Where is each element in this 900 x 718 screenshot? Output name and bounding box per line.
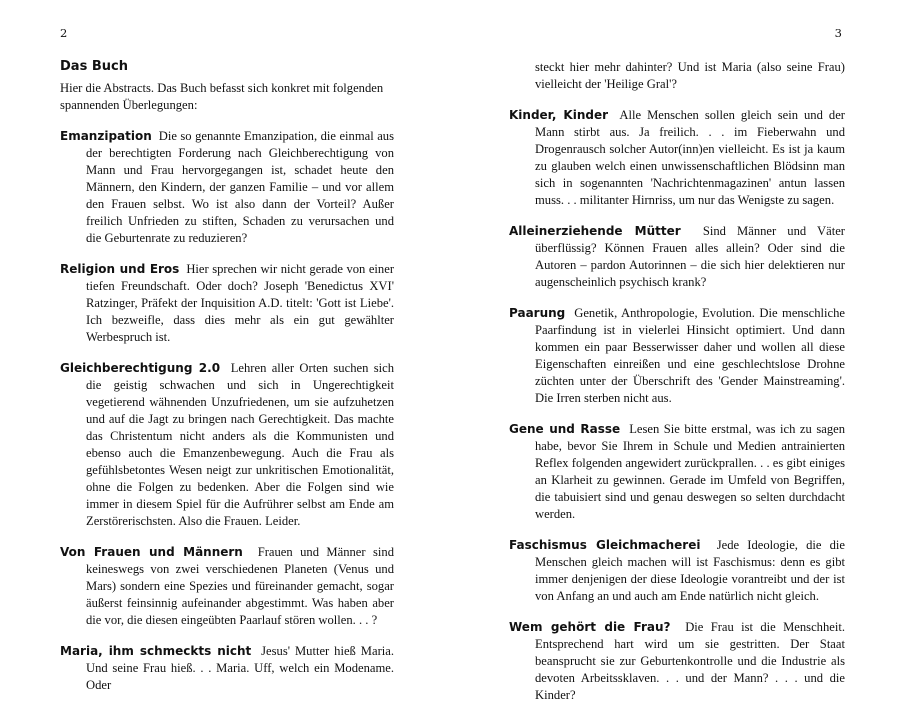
entry-term: Religion und Eros <box>60 262 180 276</box>
entry-term: Gleichberechtigung 2.0 <box>60 361 221 375</box>
right-page <box>450 0 900 702</box>
page-number: 2 <box>60 26 68 40</box>
entry-kinder-kinder <box>509 107 845 209</box>
left-page <box>0 0 450 692</box>
entry-term: Emanzipation <box>60 129 152 143</box>
entry-text: Die so genannte Emanzipation, die einmal aus der berechtigten Forderung nach Gleichberechtigung von Mann und Frau hervorgegangen ist, schadet heute den Männern, den Kindern, der ganzen Familie – und vor allem den Frauen selbst. Wo ist also dann der Vorteil? Außer freilich Unfrieden zu stiften, Schaden zu verursachen und die Geburtenrate zu reduzieren? <box>86 129 394 245</box>
entry-term: Wem gehört die Frau? <box>509 620 671 634</box>
entry-paarung <box>509 305 845 407</box>
text-column <box>509 59 845 718</box>
entry-term: Gene und Rasse <box>509 422 621 436</box>
entry-text: Genetik, Anthropologie, Evolution. Die menschliche Paarfindung ist in vielerlei Hinsicht optimiert. Und dann kommen ein paar Besserwisser daher und wollen all diese Eigenschaften einreißen und eine geschlechtslose Drohne züchten unter der Überschrift des 'Gender Mainstreaming'. Die Irren sterben nicht aus. <box>535 306 845 405</box>
entry-alleinerziehende-muetter <box>509 223 845 291</box>
entry-term: Faschismus Gleichmacherei <box>509 538 701 552</box>
entry-von-frauen-und-maennern <box>60 544 394 629</box>
entry-term: Von Frauen und Männern <box>60 545 243 559</box>
entry-wem-gehoert-die-frau <box>509 619 845 704</box>
section-heading: Das Buch <box>60 59 128 74</box>
entry-term: Maria, ihm schmeckts nicht <box>60 644 252 658</box>
entry-text: Die Frau ist die Menschheit. Entsprechend hart wird um sie gestritten. Der Staat beansprucht sie zur Geburtenkontrolle und die Industrie als devoten Arbeitssklaven. . . und der Mann? . . . und die Kinder? <box>535 620 845 702</box>
entry-text: Hier sprechen wir nicht gerade von einer tiefen Freundschaft. Oder doch? Joseph 'Benedictus XVI' Ratzinger, Präfekt der Inquisition A.D. titelt: 'Gott ist Liebe'. Ich bezweifle, dass dies mehr als ein gut gewählter Werbespruch ist. <box>86 262 395 344</box>
entry-text: Frauen und Männer sind keineswegs von zwei verschiedenen Planeten (Venus und Mars) sondern eine Spezies und füreinander gemacht, sogar äußerst feinsinnig aufeinander abgestimmt. Was haben aber die vor, die diesen eingeübten Paarlauf stören wollen. . . ? <box>86 545 395 627</box>
entry-term: Alleinerziehende Mütter <box>509 224 681 238</box>
entry-text: Alle Menschen sollen gleich sein und der Mann stirbt aus. Ja freilich. . . im Fieberwahn und Drogenrausch solcher Autor(inn)en vielleicht. Es ist ja kaum zu glauben welch einen unwissenschaftlichen Blödsinn man sich in sogenannten 'Nachrichtenmagazinen' antun lassen muss. . . militanter Hirnriss, um nur das Wenigste zu sagen. <box>535 108 845 207</box>
entry-text: Lehren aller Orten suchen sich die geistig schwachen und sich in Ungerechtigkeit vegetierend wähnenden Unzufriedenen, um sie aufzuhetzen und auf die Jagt zu bringen nach Gerechtigkeit. Das machte das Christentum nicht anders als die Kommunisten und ebenso auch die Emanzenbewegung. Auch die Frau als gefühlsbetontes Wesen neigt zur unkritischen Emotionalität, ohne die Folgen zu bedenken. Aber die Folgen sind wie immer in diesem Spiel für die Aufrührer selbst am Ende am Zerstörerischsten. Also die Frauen. Leider. <box>86 361 394 528</box>
entry-term: Paarung <box>509 306 566 320</box>
intro-paragraph: Hier die Abstracts. Das Buch befasst sich konkret mit folgenden spannenden Überlegungen: <box>60 81 384 112</box>
entry-religion-und-eros <box>60 261 394 346</box>
entry-text: Jesus' Mutter hieß Maria. Und seine Frau hieß. . . Maria. Uff, welch ein Modename. Oder <box>86 644 395 692</box>
entry-term: Kinder, Kinder <box>509 108 609 122</box>
entry-text: Sind Männer und Väter überflüssig? Können Frauen alles allein? Oder sind die Autoren – pardon Autorinnen – die sich hier delektieren nur augenscheinlich psychisch krank? <box>535 224 846 289</box>
entry-gene-und-rasse <box>509 421 845 523</box>
page-number: 3 <box>834 26 842 40</box>
entry-text: Jede Ideologie, die die Menschen gleich machen will ist Faschismus: denn es gibt immer denjenigen der diese Ideologie vorantreibt und der ist von Anfang an und auch am Ende natürlich nicht gleich. <box>535 538 846 603</box>
entry-faschismus <box>509 537 845 605</box>
entry-gleichberechtigung <box>60 360 394 530</box>
entry-emanzipation <box>60 128 394 247</box>
continuation-paragraph: steckt hier mehr dahinter? Und ist Maria (also seine Frau) vielleicht der 'Heilige Gral'? <box>535 60 845 91</box>
entry-text: Lesen Sie bitte erstmal, was ich zu sagen habe, bevor Sie Ihrem in Schule und Medien antrainierten Reflex folgenden angewidert zurückprallen. . . es gibt einiges an Klarheit zu gewinnen. Gerade im Umfeld von Begriffen, die tabuisiert sind und genau deswegen so selten durchdacht werden. <box>535 422 845 521</box>
text-column <box>60 58 394 708</box>
entry-maria <box>60 643 394 694</box>
